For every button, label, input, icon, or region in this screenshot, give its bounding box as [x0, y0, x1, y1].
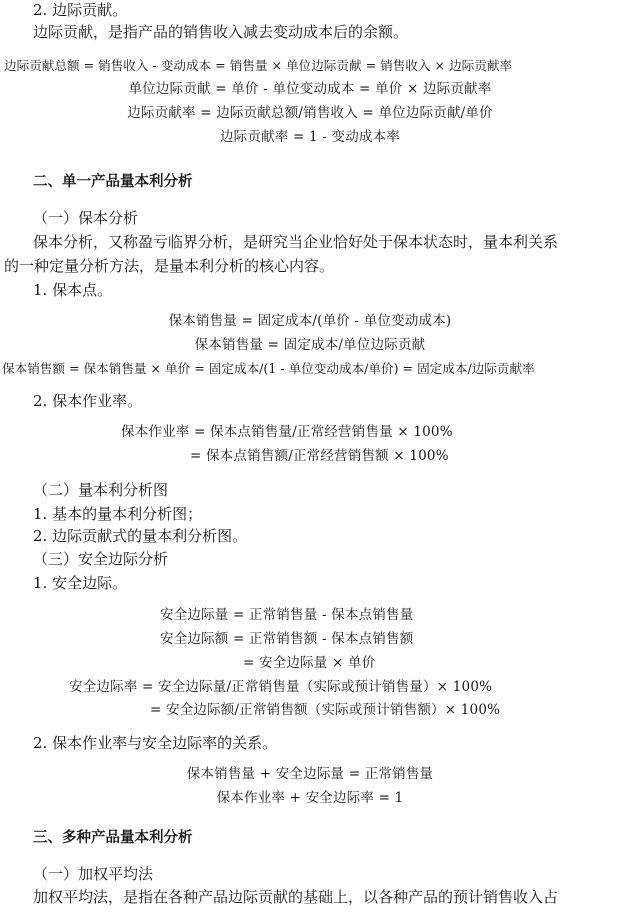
formula-safety-margin-amount: 安全边际额 = 正常销售额 - 保本点销售额	[160, 631, 414, 647]
formula-operating-rate-2: = 保本点销售额/正常经营销售额 × 100%	[190, 448, 449, 464]
subheading-weighted-average: （一）加权平均法	[33, 865, 154, 883]
section-heading-single-product: 二、单一产品量本利分析	[33, 174, 193, 190]
subheading-cvp-chart: （二）量本利分析图	[33, 481, 169, 499]
item-marginal-contribution: 2. 边际贡献。	[33, 1, 128, 19]
formula-safety-margin-amount-2: = 安全边际量 × 单价	[243, 655, 376, 671]
item-break-even-point: 1. 保本点。	[33, 281, 113, 299]
section-heading-multiple-products: 三、多种产品量本利分析	[33, 830, 193, 846]
formula-break-even-sales: 保本销售额 = 保本销售量 × 单价 = 固定成本/(1 - 单位变动成本/单价) = 固定成本/边际贡献率	[2, 361, 535, 376]
formula-operating-rate-1: 保本作业率 = 保本点销售量/正常经营销售量 × 100%	[121, 424, 453, 440]
paragraph-marginal-contribution-definition: 边际贡献，是指产品的销售收入减去变动成本后的余额。	[33, 23, 409, 41]
formula-break-even-volume-1: 保本销售量 = 固定成本/(单价 - 单位变动成本)	[168, 313, 452, 329]
item-break-even-operating-rate: 2. 保本作业率。	[33, 392, 143, 410]
item-operating-rate-relation: 2. 保本作业率与安全边际率的关系。	[33, 734, 278, 752]
formula-break-even-volume-2: 保本销售量 = 固定成本/单位边际贡献	[194, 337, 426, 353]
formula-marginal-contribution-rate: 边际贡献率 = 边际贡献总额/销售收入 = 单位边际贡献/单价	[127, 105, 493, 121]
formula-total-marginal-contribution: 边际贡献总额 = 销售收入 - 变动成本 = 销售量 × 单位边际贡献 = 销售收入 × 边际贡献率	[4, 58, 513, 73]
formula-safety-margin-rate-2: = 安全边际额/正常销售额（实际或预计销售额）× 100%	[150, 702, 501, 718]
subheading-safety-margin: （三）安全边际分析	[33, 550, 169, 568]
formula-unit-marginal-contribution: 单位边际贡献 = 单价 - 单位变动成本 = 单价 × 边际贡献率	[128, 81, 492, 97]
paragraph-break-even-line1: 保本分析，又称盈亏临界分析，是研究当企业恰好处于保本状态时，量本利关系	[33, 233, 559, 251]
item-marginal-cvp-chart: 2. 边际贡献式的量本利分析图。	[33, 527, 248, 545]
item-safety-margin: 1. 安全边际。	[33, 574, 128, 592]
item-basic-cvp-chart: 1. 基本的量本利分析图；	[33, 505, 203, 523]
formula-relation-rate: 保本作业率 + 安全边际率 = 1	[216, 790, 404, 806]
formula-relation-volume: 保本销售量 + 安全边际量 = 正常销售量	[186, 766, 434, 782]
formula-safety-margin-volume: 安全边际量 = 正常销售量 - 保本点销售量	[160, 607, 414, 623]
paragraph-break-even-line2: 的一种定量分析方法，是量本利分析的核心内容。	[4, 257, 335, 275]
formula-safety-margin-rate-1: 安全边际率 = 安全边际量/正常销售量（实际或预计销售量）× 100%	[69, 679, 493, 695]
paragraph-weighted-average: 加权平均法，是指在各种产品边际贡献的基础上，以各种产品的预计销售收入占	[33, 888, 559, 906]
subheading-break-even-analysis: （一）保本分析	[33, 209, 139, 227]
formula-marginal-rate-variable-cost-rate: 边际贡献率 = 1 - 变动成本率	[219, 129, 401, 145]
